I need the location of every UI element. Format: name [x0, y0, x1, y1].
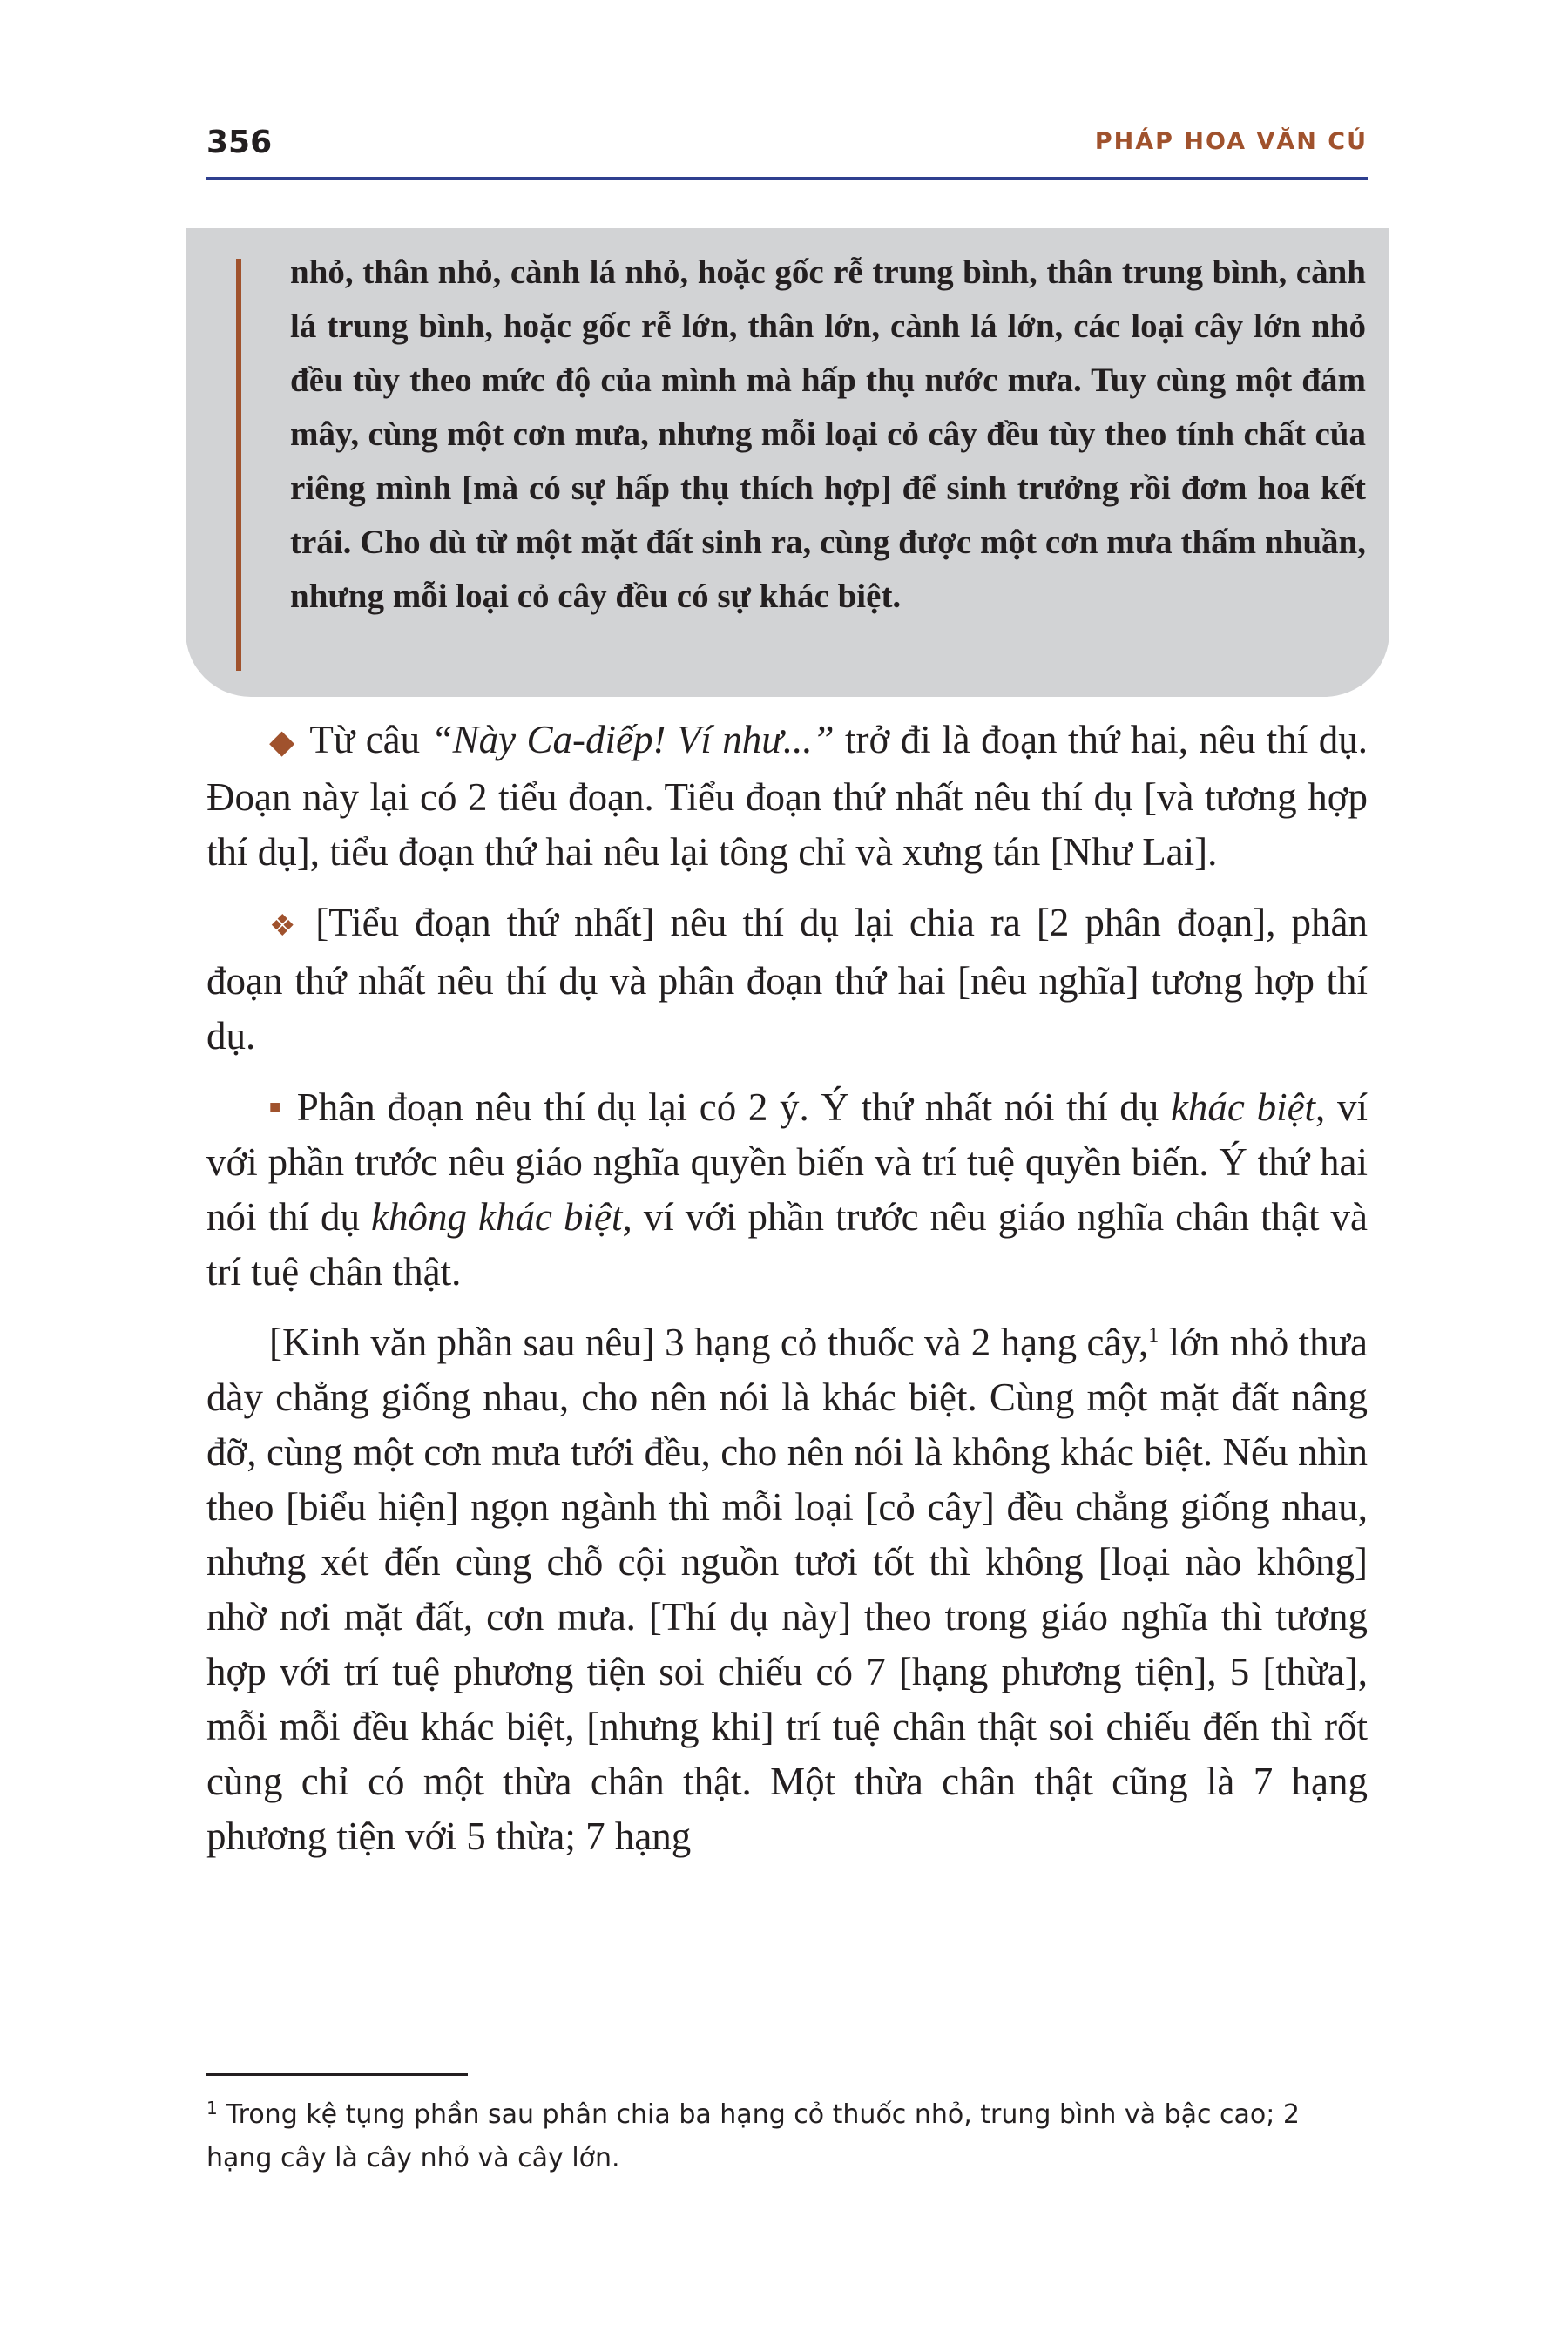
- paragraph-1-text-b: trở đi là đoạn thứ hai, nêu thí dụ. Đoạn này lại có 2 tiểu đoạn. Tiểu đoạn thứ nhất nêu thí dụ [và tương hợp thí dụ], tiểu đoạn thứ hai nêu lại tông chỉ và xưng tán [Như Lai].: [206, 718, 1368, 874]
- paragraph-3: [206, 1079, 1368, 1300]
- paragraph-2-text: [Tiểu đoạn thứ nhất] nêu thí dụ lại chia ra [2 phân đoạn], phân đoạn thứ nhất nêu thí dụ và phân đoạn thứ hai [nêu nghĩa] tương hợp thí dụ.: [206, 901, 1369, 1058]
- scripture-quote-text: nhỏ, thân nhỏ, cành lá nhỏ, hoặc gốc rễ trung bình, thân trung bình, cành lá trung bình, hoặc gốc rễ lớn, thân lớn, cành lá lớn, các loại cây lớn nhỏ đều tùy theo mức độ của mình mà hấp thụ nước mưa. Tuy cùng một đám mây, cùng một cơn mưa, nhưng mỗi loại cỏ cây đều tùy theo tính chất của riêng mình [mà có sự hấp thụ thích hợp] để sinh trưởng rồi đơm hoa kết trái. Cho dù từ một mặt đất sinh ra, cùng được một cơn mưa thấm nhuần, nhưng mỗi loại cỏ cây đều có sự khác biệt.: [290, 253, 1366, 615]
- running-title: PHÁP HOA VĂN CÚ: [1094, 128, 1368, 155]
- scripture-quote-box: [186, 228, 1389, 697]
- paragraph-3-emphasis-1: khác biệt: [1170, 1085, 1316, 1129]
- paragraph-3-text-b: , ví với phần trước nêu giáo nghĩa quyền biến và trí tuệ quyền biến. Ý thứ hai nói thí dụ: [206, 1085, 1368, 1239]
- quote-accent-bar: [236, 259, 241, 671]
- header-rule: [206, 177, 1368, 180]
- four-diamond-bullet-icon: ❖: [269, 910, 302, 943]
- paragraph-1: [206, 713, 1368, 880]
- paragraph-4-text-b: lớn nhỏ thưa dày chẳng giống nhau, cho nên nói là khác biệt. Cùng một mặt đất nâng đỡ, cùng một cơn mưa tưới đều, cho nên nói là không khác biệt. Nếu nhìn theo [biểu hiện] ngọn ngành thì mỗi loại [cỏ cây] đều chẳng giống nhau, nhưng xét đến cùng chỗ cội nguồn tươi tốt thì không [loại nào không] nhờ nơi mặt đất, cơn mưa. [Thí dụ này] theo trong giáo nghĩa thì tương hợp với trí tuệ phương tiện soi chiếu có 7 [hạng phương tiện], 5 [thừa], mỗi mỗi đều khác biệt, [nhưng khi] trí tuệ chân thật soi chiếu đến thì rốt cùng chỉ có một thừa chân thật. Một thừa chân thật cũng là 7 hạng phương tiện với 5 thừa; 7 hạng: [206, 1321, 1368, 1858]
- main-body: [206, 713, 1368, 1880]
- footnote: [206, 2086, 1368, 2180]
- footnote-text: Trong kệ tụng phần sau phân chia ba hạng cỏ thuốc nhỏ, trung bình và bậc cao; 2 hạng cây là cây nhỏ và cây lớn.: [206, 2099, 1301, 2173]
- page-header: [206, 125, 1368, 168]
- paragraph-1-quote: “Này Ca-diếp! Ví như...”: [430, 718, 835, 761]
- paragraph-4-text-a: [Kinh văn phần sau nêu] 3 hạng cỏ thuốc và 2 hạng cây,: [269, 1321, 1149, 1364]
- diamond-bullet-icon: ◆: [269, 724, 296, 760]
- footnote-reference[interactable]: 1: [1148, 1324, 1159, 1347]
- paragraph-3-text-c: , ví với phần trước nêu giáo nghĩa chân thật và trí tuệ chân thật.: [206, 1195, 1368, 1294]
- paragraph-2: [206, 896, 1368, 1064]
- paragraph-3-text-a: Phân đoạn nêu thí dụ lại có 2 ý. Ý thứ nhất nói thí dụ: [296, 1085, 1171, 1129]
- footnote-number: 1: [206, 2098, 218, 2119]
- page-number: 356: [206, 125, 273, 160]
- footnote-rule: [206, 2073, 468, 2076]
- paragraph-3-emphasis-2: không khác biệt: [371, 1195, 623, 1239]
- paragraph-4: [206, 1315, 1368, 1864]
- paragraph-1-text-a: Từ câu: [309, 718, 431, 761]
- square-bullet-icon: ■: [269, 1096, 283, 1118]
